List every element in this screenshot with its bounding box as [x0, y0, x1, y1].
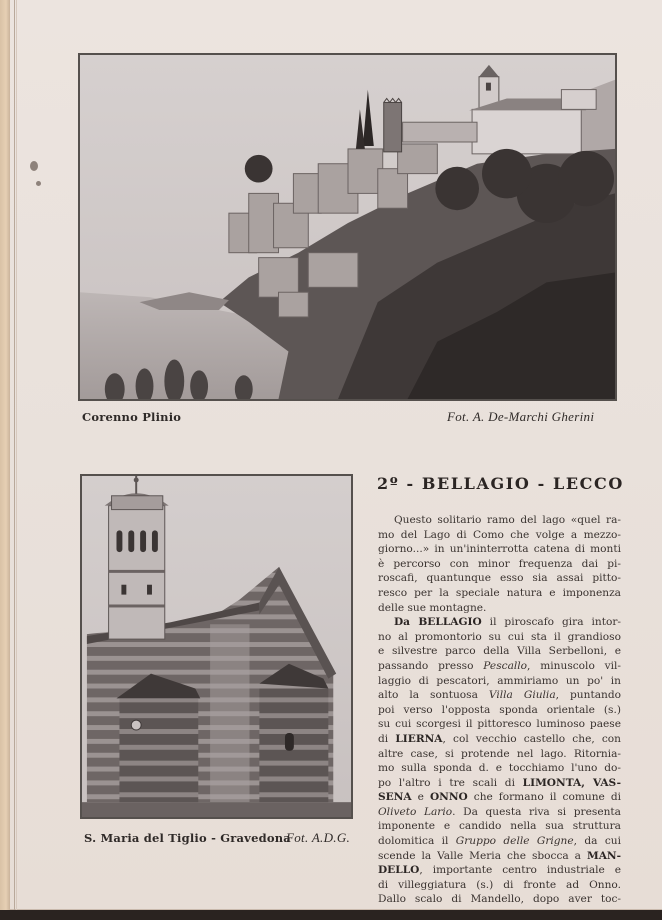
- text-fragment: di: [378, 732, 396, 745]
- place-name-vassena: SENA: [378, 791, 412, 804]
- text-fragment: roscafi, quantunque esso sia assai pitto-: [378, 572, 621, 585]
- text-fragment: scende la Valle Meria che sbocca a: [378, 849, 587, 862]
- text-line: [378, 878, 621, 893]
- text-fragment: resco per la speciale natura e imponenza: [378, 586, 621, 599]
- text-fragment: mo sulla sponda d. e tocchiamo l'uno do-: [378, 762, 621, 775]
- photo-corenno-plinio: [78, 53, 617, 401]
- text-fragment: , da cui: [573, 835, 621, 848]
- place-name-mandello-cont: DELLO: [378, 864, 420, 877]
- text-line: [378, 674, 621, 689]
- text-fragment: poi verso l'opposta sponda orientale (s.): [378, 703, 621, 716]
- place-name-mandello: MAN-: [586, 849, 621, 862]
- text-fragment: giorno...» in un'ininterrotta catena di monti: [378, 543, 621, 556]
- page-spine-edge: [0, 0, 10, 910]
- text-fragment: passando presso: [378, 659, 484, 672]
- place-name-bellagio: Da BELLAGIO: [394, 616, 482, 629]
- text-fragment: , puntando: [555, 689, 621, 702]
- text-fragment: e: [411, 791, 430, 804]
- text-fragment: di villeggiatura (s.) di fronte ad Onno.: [378, 878, 621, 891]
- text-fragment: po l'altro i tre scali di: [378, 776, 523, 789]
- top-photo-credit: Fot. A. De-Marchi Gherini: [447, 409, 595, 424]
- text-fragment: . Da questa riva si presenta: [452, 805, 621, 818]
- text-line: [378, 819, 621, 834]
- text-fragment: delle sue montagne.: [378, 601, 487, 614]
- text-fragment: il piroscafo gira intor-: [481, 616, 621, 629]
- text-line: [378, 849, 621, 864]
- section-body-text: [378, 513, 621, 907]
- text-line: [378, 717, 621, 732]
- text-line: [378, 863, 621, 878]
- text-fragment: e silvestre parco della Villa Serbelloni, e: [378, 645, 621, 658]
- text-line: [378, 659, 621, 674]
- text-line: [378, 805, 621, 820]
- text-line: [378, 571, 621, 586]
- text-fragment: Questo solitario ramo del lago «quel ra-: [394, 514, 621, 526]
- text-line: [378, 892, 621, 907]
- place-name-oliveto-lario: Oliveto Lario: [378, 805, 453, 818]
- place-name-villa-giulia: Villa Giulia: [488, 689, 556, 702]
- text-line: [378, 601, 621, 616]
- text-fragment: , importante centro industriale e: [419, 864, 621, 877]
- text-fragment: su cui scorgesi il pittoresco luminoso paese: [378, 718, 621, 731]
- text-line: [378, 776, 621, 791]
- text-line: [378, 615, 621, 630]
- text-line: [378, 790, 621, 805]
- section-title: 2º - BELLAGIO - LECCO: [377, 474, 624, 493]
- text-line: [378, 732, 621, 747]
- text-fragment: Dallo scalo di Mandello, dopo aver toc-: [378, 893, 621, 906]
- text-line: [378, 761, 621, 776]
- text-line: [378, 586, 621, 601]
- text-fragment: mo del Lago di Como che volge a mezzo-: [378, 528, 621, 541]
- text-line: [378, 703, 621, 718]
- top-photo-caption: Corenno Plinio: [82, 410, 182, 424]
- lakeside-village-image: [80, 55, 615, 399]
- text-line: [378, 557, 621, 572]
- text-fragment: imponente e candido nella sua struttura: [378, 820, 621, 833]
- church-image: [82, 476, 351, 817]
- page-fold-line: [14, 0, 15, 910]
- text-line: [378, 542, 621, 557]
- text-line: [378, 513, 621, 528]
- text-fragment: , col vecchio castello che, con: [442, 732, 621, 745]
- text-line: [378, 630, 621, 645]
- text-line: [378, 834, 621, 849]
- text-fragment: laggio di pescatori, ammiriamo un po' in: [378, 674, 621, 687]
- place-name-lierna: LIERNA: [395, 732, 443, 745]
- text-fragment: è percorso con minor frequenza dai pi-: [378, 557, 621, 570]
- text-line: [378, 747, 621, 762]
- place-name-pescallo: Pescallo: [483, 659, 528, 672]
- page-fold-line-inner: [16, 0, 17, 910]
- place-name-onno: ONNO: [429, 791, 468, 804]
- text-fragment: no al promontorio su cui sta il grandioso: [378, 630, 621, 643]
- text-fragment: , minuscolo vil-: [527, 659, 621, 672]
- text-line: [378, 644, 621, 659]
- text-line: [378, 688, 621, 703]
- photo-santa-maria-del-tiglio: [80, 474, 353, 819]
- text-fragment: alto la sontuosa: [378, 689, 489, 702]
- text-fragment: altre case, si protende nel lago. Ritornia-: [378, 747, 621, 760]
- text-fragment: dolomitica il: [378, 835, 456, 848]
- ink-stain: [30, 161, 38, 171]
- bottom-photo-credit: Fot. A.D.G.: [286, 830, 351, 845]
- place-name-limonta-vassena: LIMONTA, VAS-: [522, 776, 621, 789]
- place-name-gruppo-delle-grigne: Gruppo delle Grigne: [455, 835, 574, 848]
- bottom-photo-caption: S. Maria del Tiglio - Gravedona: [84, 831, 291, 845]
- text-fragment: che formano il comune di: [467, 791, 621, 804]
- ink-stain: [36, 181, 41, 186]
- text-line: [378, 528, 621, 543]
